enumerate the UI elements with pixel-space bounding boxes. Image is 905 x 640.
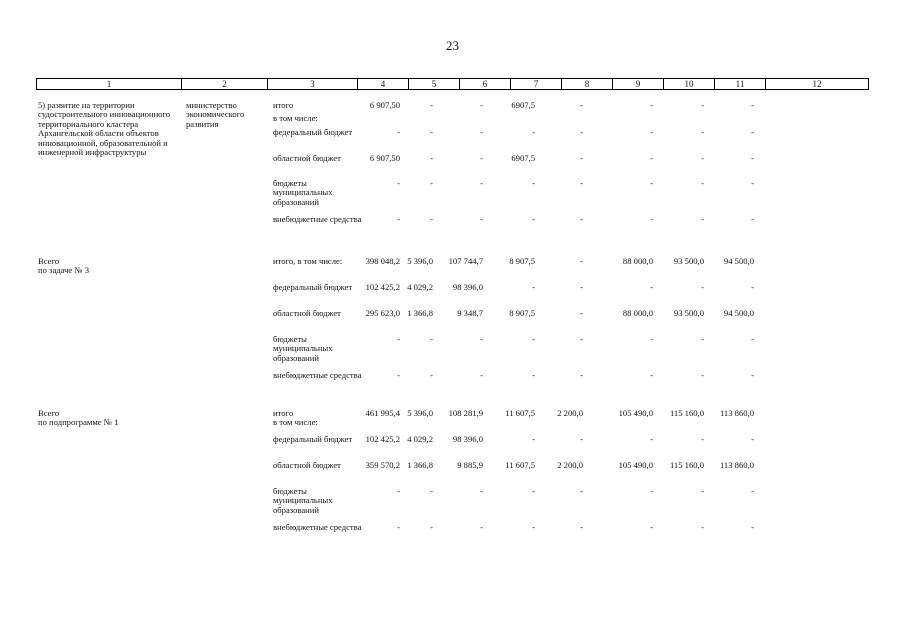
amount-cell: 1 366,8 bbox=[407, 308, 433, 318]
column-number: 4 bbox=[358, 79, 409, 90]
amount-cell: - bbox=[397, 486, 400, 496]
amount-cell: - bbox=[751, 127, 754, 137]
amount-cell: 88 000,0 bbox=[622, 308, 653, 318]
funding-source-label: областной бюджет bbox=[273, 308, 341, 318]
amount-cell: - bbox=[532, 214, 535, 224]
amount-cell: - bbox=[430, 127, 433, 137]
amount-cell: - bbox=[397, 370, 400, 380]
funding-source-label: бюджеты муниципальных образований bbox=[273, 486, 333, 515]
amount-cell: - bbox=[580, 434, 583, 444]
amount-cell: 6907,5 bbox=[511, 153, 535, 163]
amount-cell: - bbox=[751, 153, 754, 163]
amount-cell: 105 490,0 bbox=[618, 460, 653, 470]
amount-cell: - bbox=[430, 522, 433, 532]
page-number: 23 bbox=[446, 38, 459, 53]
amount-cell: - bbox=[430, 486, 433, 496]
amount-cell: - bbox=[701, 100, 704, 110]
amount-cell: 398 048,2 bbox=[365, 256, 400, 266]
amount-cell: - bbox=[397, 522, 400, 532]
funding-source-label: внебюджетные средства bbox=[273, 214, 362, 224]
amount-cell: - bbox=[751, 214, 754, 224]
amount-cell: 4 029,2 bbox=[407, 282, 433, 292]
amount-cell: - bbox=[480, 522, 483, 532]
amount-cell: - bbox=[532, 370, 535, 380]
funding-source-label: внебюджетные средства bbox=[273, 522, 362, 532]
amount-cell: 1 366,8 bbox=[407, 460, 433, 470]
amount-cell: - bbox=[650, 486, 653, 496]
amount-cell: - bbox=[430, 100, 433, 110]
amount-cell: 9 885,9 bbox=[457, 460, 483, 470]
amount-cell: - bbox=[532, 178, 535, 188]
funding-source-label: федеральный бюджет bbox=[273, 282, 353, 292]
amount-cell: - bbox=[751, 282, 754, 292]
amount-cell: - bbox=[480, 214, 483, 224]
amount-cell: - bbox=[751, 178, 754, 188]
amount-cell: 6 907,50 bbox=[369, 153, 400, 163]
column-number: 3 bbox=[268, 79, 358, 90]
amount-cell: - bbox=[480, 486, 483, 496]
amount-cell: - bbox=[580, 127, 583, 137]
amount-cell: - bbox=[430, 334, 433, 344]
amount-cell: - bbox=[430, 178, 433, 188]
amount-cell: 93 500,0 bbox=[673, 308, 704, 318]
amount-cell: - bbox=[701, 334, 704, 344]
amount-cell: - bbox=[480, 334, 483, 344]
amount-cell: - bbox=[751, 334, 754, 344]
funding-source-label: бюджеты муниципальных образований bbox=[273, 178, 333, 207]
amount-cell: 5 396,0 bbox=[407, 256, 433, 266]
amount-cell: - bbox=[701, 370, 704, 380]
amount-cell: - bbox=[701, 486, 704, 496]
amount-cell: - bbox=[751, 100, 754, 110]
amount-cell: 102 425,2 bbox=[365, 282, 400, 292]
amount-cell: - bbox=[580, 214, 583, 224]
amount-cell: - bbox=[701, 522, 704, 532]
amount-cell: - bbox=[480, 100, 483, 110]
funding-source-label: областной бюджет bbox=[273, 460, 341, 470]
amount-cell: - bbox=[532, 486, 535, 496]
section-title: 5) развитие на территории судостроительного инновационного территориального кластера Архангельской области объектов инновационной, образовательной и инженерной инфраструктуры bbox=[38, 100, 171, 158]
amount-cell: 6907,5 bbox=[511, 100, 535, 110]
amount-cell: 115 160,0 bbox=[669, 408, 704, 418]
amount-cell: 98 396,0 bbox=[452, 282, 483, 292]
amount-cell: - bbox=[650, 334, 653, 344]
funding-source-label: областной бюджет bbox=[273, 153, 341, 163]
amount-cell: 2 200,0 bbox=[557, 460, 583, 470]
amount-cell: 107 744,7 bbox=[448, 256, 483, 266]
amount-cell: 115 160,0 bbox=[669, 460, 704, 470]
amount-cell: - bbox=[650, 434, 653, 444]
amount-cell: - bbox=[480, 370, 483, 380]
column-number: 6 bbox=[460, 79, 511, 90]
amount-cell: - bbox=[480, 153, 483, 163]
amount-cell: 295 623,0 bbox=[365, 308, 400, 318]
amount-cell: 461 995,4 bbox=[365, 408, 400, 418]
amount-cell: - bbox=[751, 434, 754, 444]
column-number: 9 bbox=[613, 79, 664, 90]
amount-cell: - bbox=[701, 127, 704, 137]
amount-cell: 11 607,5 bbox=[505, 460, 535, 470]
amount-cell: 94 500,0 bbox=[723, 256, 754, 266]
amount-cell: - bbox=[580, 153, 583, 163]
amount-cell: 5 396,0 bbox=[407, 408, 433, 418]
amount-cell: - bbox=[650, 153, 653, 163]
amount-cell: - bbox=[580, 100, 583, 110]
amount-cell: - bbox=[650, 282, 653, 292]
amount-cell: - bbox=[532, 282, 535, 292]
column-number: 10 bbox=[664, 79, 715, 90]
amount-cell: 98 396,0 bbox=[452, 434, 483, 444]
amount-cell: 4 029,2 bbox=[407, 434, 433, 444]
funding-source-label: итого в том числе: bbox=[273, 408, 318, 428]
amount-cell: - bbox=[650, 178, 653, 188]
amount-cell: - bbox=[397, 334, 400, 344]
column-number: 1 bbox=[37, 79, 182, 90]
column-number: 5 bbox=[409, 79, 460, 90]
amount-cell: - bbox=[650, 127, 653, 137]
amount-cell: - bbox=[650, 214, 653, 224]
amount-cell: 8 907,5 bbox=[509, 256, 535, 266]
amount-cell: - bbox=[580, 522, 583, 532]
column-number: 7 bbox=[511, 79, 562, 90]
amount-cell: 113 860,0 bbox=[719, 408, 754, 418]
amount-cell: - bbox=[580, 308, 583, 318]
section-title: Всего по подпрограмме № 1 bbox=[38, 408, 119, 428]
amount-cell: - bbox=[532, 127, 535, 137]
funding-source-label: федеральный бюджет bbox=[273, 434, 353, 444]
amount-cell: - bbox=[701, 434, 704, 444]
amount-cell: - bbox=[480, 178, 483, 188]
amount-cell: - bbox=[751, 522, 754, 532]
funding-source-label: бюджеты муниципальных образований bbox=[273, 334, 333, 363]
amount-cell: 359 570,2 bbox=[365, 460, 400, 470]
amount-cell: 113 860,0 bbox=[719, 460, 754, 470]
amount-cell: 105 490,0 bbox=[618, 408, 653, 418]
amount-cell: - bbox=[397, 214, 400, 224]
funding-source-label: в том числе: bbox=[273, 113, 318, 123]
amount-cell: - bbox=[650, 370, 653, 380]
column-header-row bbox=[37, 79, 869, 90]
amount-cell: - bbox=[580, 178, 583, 188]
amount-cell: - bbox=[701, 178, 704, 188]
funding-source-label: федеральный бюджет bbox=[273, 127, 353, 137]
amount-cell: - bbox=[701, 282, 704, 292]
amount-cell: 94 500,0 bbox=[723, 308, 754, 318]
amount-cell: - bbox=[580, 334, 583, 344]
column-number: 8 bbox=[562, 79, 613, 90]
column-header-table bbox=[36, 78, 869, 90]
executor-name: министерство экономического развития bbox=[186, 100, 245, 129]
column-number: 12 bbox=[766, 79, 869, 90]
amount-cell: - bbox=[650, 522, 653, 532]
amount-cell: - bbox=[580, 256, 583, 266]
amount-cell: - bbox=[701, 214, 704, 224]
funding-source-label: итого, в том числе: bbox=[273, 256, 343, 266]
amount-cell: 93 500,0 bbox=[673, 256, 704, 266]
amount-cell: 2 200,0 bbox=[557, 408, 583, 418]
amount-cell: - bbox=[701, 153, 704, 163]
amount-cell: - bbox=[580, 282, 583, 292]
amount-cell: 6 907,50 bbox=[369, 100, 400, 110]
amount-cell: - bbox=[397, 178, 400, 188]
amount-cell: 11 607,5 bbox=[505, 408, 535, 418]
amount-cell: - bbox=[430, 214, 433, 224]
column-number: 2 bbox=[182, 79, 268, 90]
amount-cell: - bbox=[580, 370, 583, 380]
amount-cell: 102 425,2 bbox=[365, 434, 400, 444]
amount-cell: - bbox=[532, 434, 535, 444]
amount-cell: - bbox=[397, 127, 400, 137]
amount-cell: - bbox=[430, 370, 433, 380]
column-number: 11 bbox=[715, 79, 766, 90]
amount-cell: - bbox=[532, 334, 535, 344]
amount-cell: 108 281,9 bbox=[448, 408, 483, 418]
amount-cell: - bbox=[751, 486, 754, 496]
amount-cell: 8 907,5 bbox=[509, 308, 535, 318]
amount-cell: - bbox=[430, 153, 433, 163]
amount-cell: 9 348,7 bbox=[457, 308, 483, 318]
amount-cell: - bbox=[532, 522, 535, 532]
section-title: Всего по задаче № 3 bbox=[38, 256, 90, 276]
funding-source-label: итого bbox=[273, 100, 294, 110]
amount-cell: - bbox=[580, 486, 583, 496]
amount-cell: - bbox=[751, 370, 754, 380]
funding-source-label: внебюджетные средства bbox=[273, 370, 362, 380]
amount-cell: - bbox=[650, 100, 653, 110]
amount-cell: - bbox=[480, 127, 483, 137]
amount-cell: 88 000,0 bbox=[622, 256, 653, 266]
